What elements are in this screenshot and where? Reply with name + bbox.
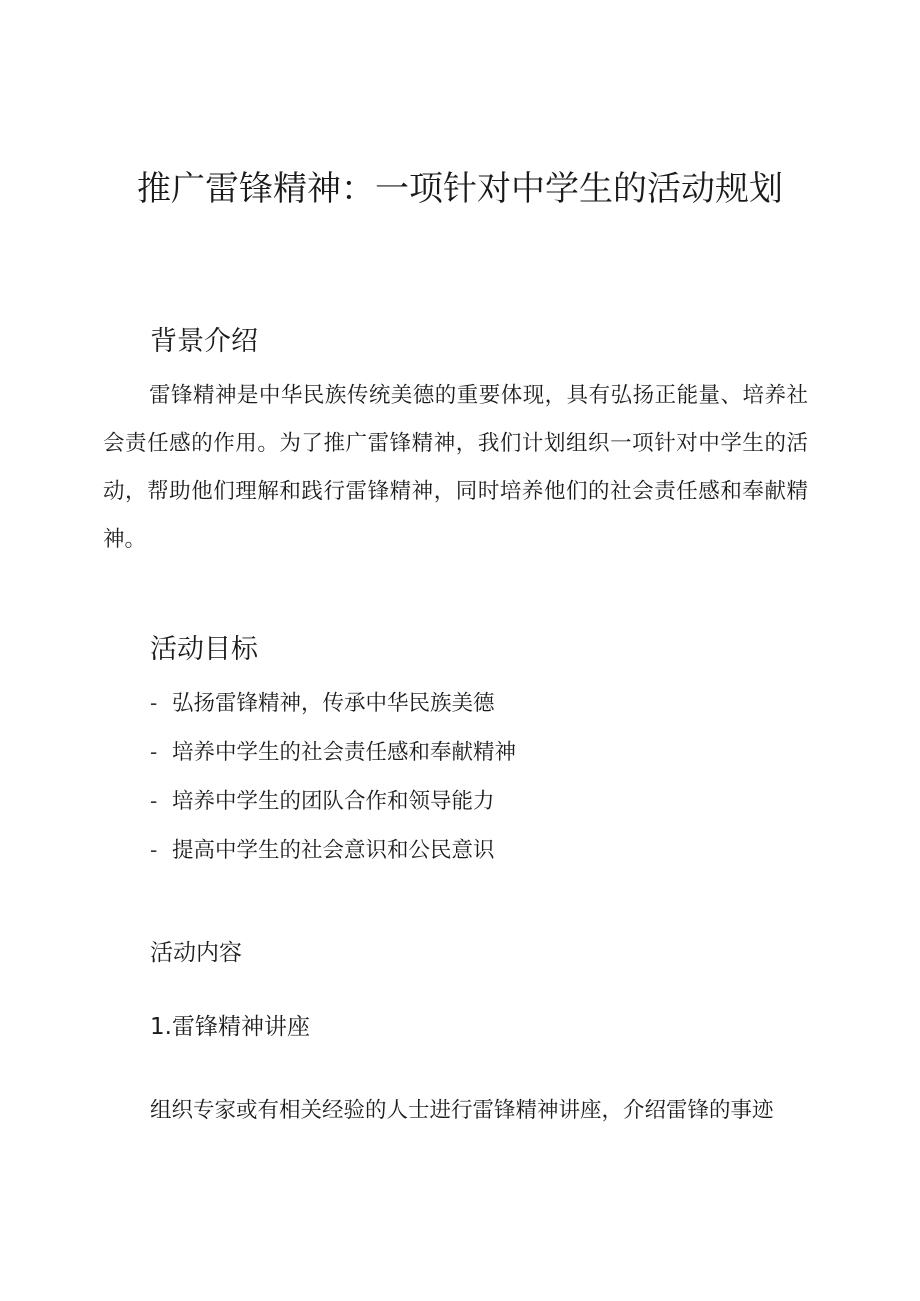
goals-list — [150, 679, 516, 875]
goal-item — [150, 826, 516, 875]
goal-text: 弘扬雷锋精神，传承中华民族美德 — [172, 691, 495, 716]
goal-item — [150, 728, 516, 777]
list-dash: - — [150, 789, 158, 814]
background-heading: 背景介绍 — [150, 326, 258, 357]
goal-text: 提高中学生的社会意识和公民意识 — [172, 838, 495, 863]
lecture-subheading: 1.雷锋精神讲座 — [150, 1014, 310, 1040]
goals-heading: 活动目标 — [150, 634, 258, 665]
goal-item — [150, 777, 516, 826]
list-dash: - — [150, 740, 158, 765]
list-dash: - — [150, 691, 158, 716]
goal-item — [150, 679, 516, 728]
document-title: 推广雷锋精神：一项针对中学生的活动规划 — [137, 169, 783, 209]
lecture-paragraph: 组织专家或有相关经验的人士进行雷锋精神讲座，介绍雷锋的事迹 — [150, 1098, 774, 1123]
goal-text: 培养中学生的社会责任感和奉献精神 — [172, 740, 517, 765]
goal-text: 培养中学生的团队合作和领导能力 — [172, 789, 495, 814]
list-dash: - — [150, 838, 158, 863]
background-paragraph: 雷锋精神是中华民族传统美德的重要体现，具有弘扬正能量、培养社会责任感的作用。为了推广雷锋精神，我们计划组织一项针对中学生的活动，帮助他们理解和践行雷锋精神，同时培养他们的社会责任感和奉献精神。 — [103, 383, 808, 552]
content-heading: 活动内容 — [150, 940, 242, 966]
